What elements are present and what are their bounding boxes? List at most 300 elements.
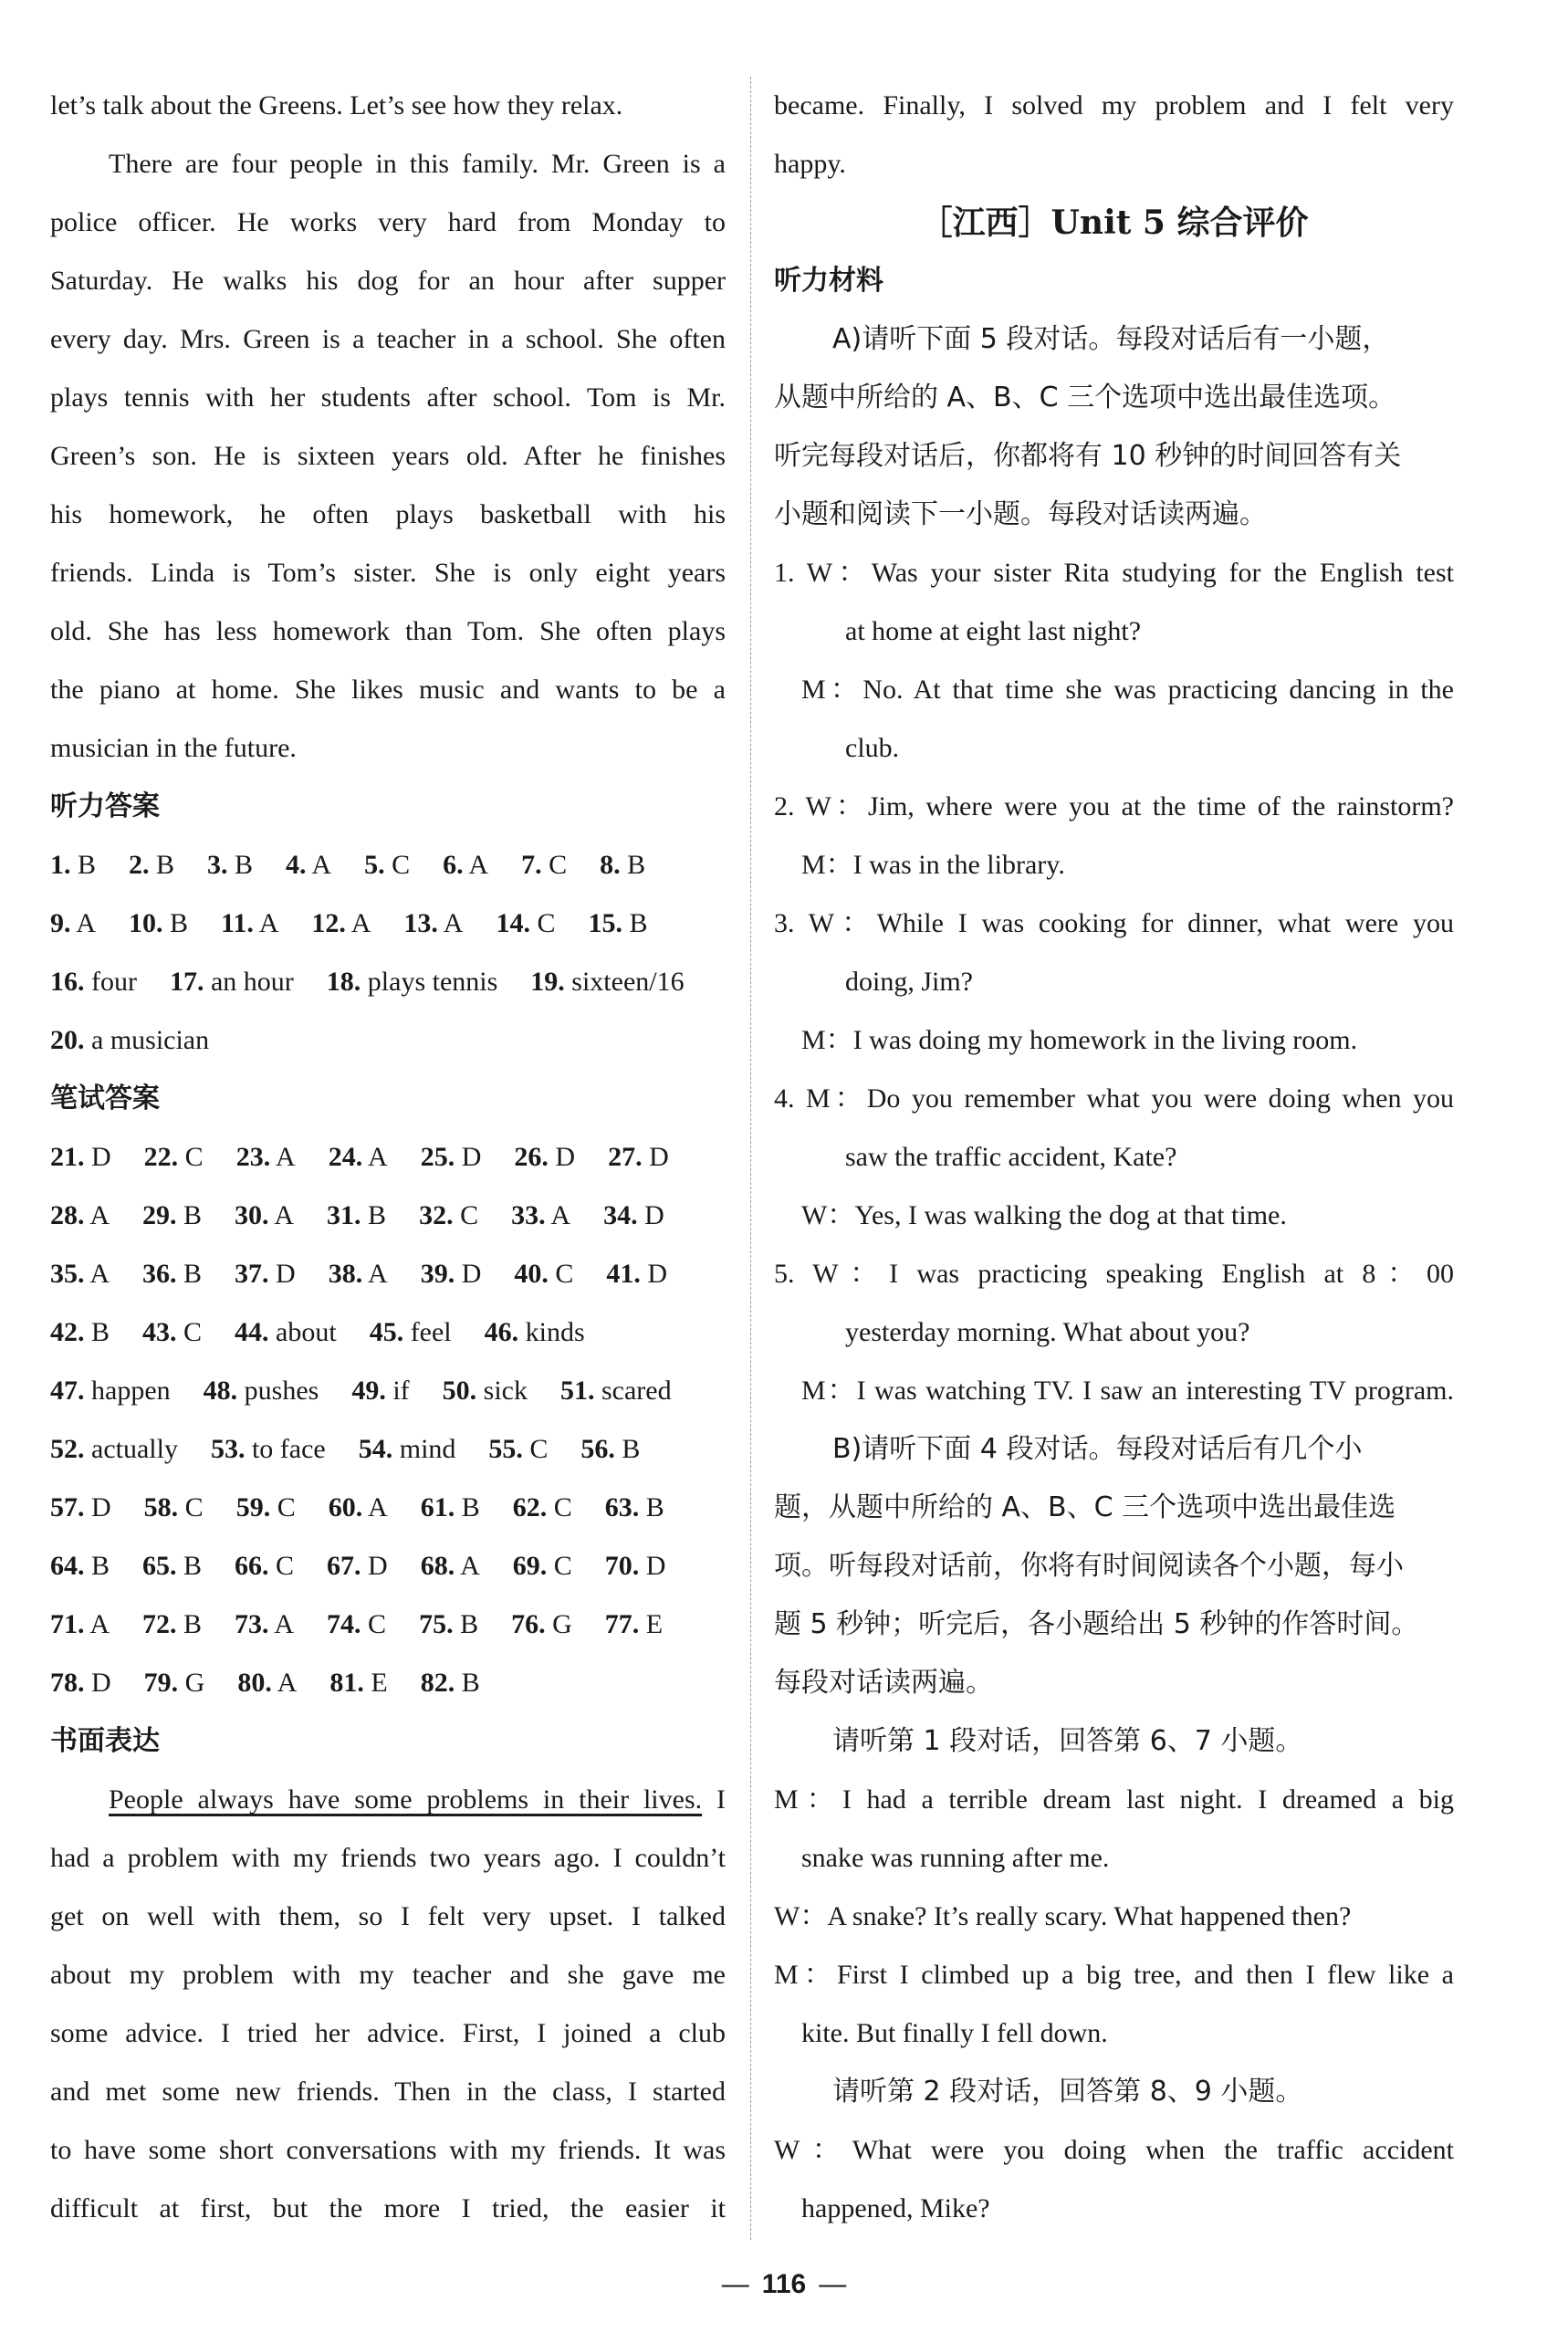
- answer-number: 53.: [210, 1434, 246, 1464]
- answer-value: C: [176, 1317, 203, 1347]
- dialogue-line: M：I was doing my homework in the living room.: [801, 1025, 1358, 1055]
- dialogue-line: 请听第 1 段对话，回答第 6、7 小题。: [832, 1725, 1303, 1757]
- answer-value: C: [268, 1551, 295, 1581]
- answer-row: [50, 1654, 726, 1712]
- answer-value: A: [306, 850, 332, 880]
- answer-row: [50, 1011, 726, 1070]
- answer-value: if: [385, 1376, 410, 1406]
- instruction-line: 题，从题中所给的 A、B、C 三个选项中选出最佳选: [774, 1491, 1396, 1523]
- answer-value: C: [529, 908, 556, 938]
- dialogue-line: 5. W：I was practicing speaking English at 8：00: [774, 1259, 1454, 1289]
- answer-item: [488, 1420, 548, 1479]
- answer-number: 64.: [50, 1551, 85, 1581]
- answer-value: D: [639, 1551, 666, 1581]
- answer-item: [513, 1479, 572, 1537]
- dialogue-line: M：I had a terrible dream last night. I dreamed a big: [774, 1784, 1454, 1815]
- answer-value: mind: [392, 1434, 456, 1464]
- essay-line: to have some short conversations with my friends. It was: [50, 2135, 726, 2165]
- answer-number: 4.: [286, 850, 307, 880]
- answer-item: [329, 1245, 388, 1303]
- answer-value: an hour: [204, 967, 294, 997]
- dialogue-line: kite. But finally I fell down.: [801, 2018, 1108, 2048]
- answer-item: [129, 894, 188, 953]
- answer-item: [514, 1245, 573, 1303]
- answer-item: [485, 1303, 585, 1362]
- listening-answer-grid: [50, 836, 726, 1070]
- answer-item: [50, 1479, 111, 1537]
- answer-item: [142, 1187, 202, 1245]
- answer-number: 31.: [327, 1200, 361, 1230]
- answer-value: D: [361, 1551, 388, 1581]
- answer-item: [235, 1537, 294, 1595]
- essay-line: and met some new friends. Then in the class, I started: [50, 2077, 726, 2107]
- answer-item: [608, 1128, 669, 1187]
- dialogue-line: snake was running after me.: [801, 1843, 1110, 1873]
- essay-first-sentence: People always have some problems in their lives.: [109, 1784, 703, 1815]
- answer-value: B: [620, 850, 646, 880]
- answer-number: 73.: [235, 1609, 269, 1639]
- answer-value: C: [522, 1434, 549, 1464]
- answer-value: C: [178, 1142, 204, 1172]
- dialogue-line: 3. W：While I was cooking for dinner, what were you: [774, 908, 1454, 938]
- listening-passage: [50, 77, 726, 778]
- answer-row: [50, 1187, 726, 1245]
- dialogue-line: M：No. At that time she was practicing dancing in the: [801, 675, 1454, 705]
- answer-value: D: [548, 1142, 576, 1172]
- answer-item: [600, 836, 645, 894]
- answer-number: 10.: [129, 908, 163, 938]
- answer-item: [419, 1187, 478, 1245]
- passage-line: police officer. He works very hard from Monday to: [50, 207, 726, 237]
- answer-value: C: [548, 1259, 574, 1289]
- answer-value: A: [70, 908, 97, 938]
- answer-number: 56.: [580, 1434, 615, 1464]
- answer-value: sick: [476, 1376, 528, 1406]
- listening-material-heading: 听力材料: [774, 265, 883, 297]
- answer-number: 11.: [221, 908, 254, 938]
- dialogue-line: 1. W：Was your sister Rita studying for the English test: [774, 558, 1454, 588]
- answer-item: [235, 1187, 294, 1245]
- answer-number: 70.: [604, 1551, 640, 1581]
- answer-number: 72.: [142, 1609, 177, 1639]
- dialogue-line: happened, Mike?: [801, 2193, 990, 2223]
- answer-item: [605, 1537, 666, 1595]
- answer-row: [50, 953, 726, 1011]
- answer-value: A: [362, 1142, 388, 1172]
- answer-number: 60.: [328, 1492, 363, 1522]
- answer-number: 33.: [511, 1200, 546, 1230]
- answer-value: A: [545, 1200, 571, 1230]
- answer-number: 81.: [329, 1668, 364, 1698]
- answer-value: to face: [245, 1434, 326, 1464]
- answer-number: 1.: [50, 850, 71, 880]
- answer-value: A: [268, 1200, 295, 1230]
- passage-line: musician in the future.: [50, 733, 297, 763]
- answer-number: 27.: [608, 1142, 643, 1172]
- answer-number: 50.: [442, 1376, 477, 1406]
- section-b-dialogues: [774, 1712, 1454, 2238]
- answer-item: [50, 1245, 110, 1303]
- answer-number: 2.: [129, 850, 150, 880]
- answer-value: scared: [594, 1376, 672, 1406]
- answer-number: 16.: [50, 967, 85, 997]
- answer-number: 54.: [358, 1434, 393, 1464]
- answer-value: B: [84, 1317, 110, 1347]
- answer-item: [142, 1595, 202, 1654]
- answer-item: [286, 836, 331, 894]
- left-column: [50, 77, 726, 2238]
- passage-line: friends. Linda is Tom’s sister. She is only eight years: [50, 558, 726, 588]
- answer-row: [50, 1537, 726, 1595]
- answer-number: 17.: [169, 967, 204, 997]
- answer-value: B: [361, 1200, 387, 1230]
- answer-item: [207, 836, 253, 894]
- instruction-line: 每段对话读两遍。: [774, 1667, 993, 1699]
- answer-value: B: [176, 1200, 203, 1230]
- passage-line: Green’s son. He is sixteen years old. After he finishes: [50, 441, 726, 471]
- essay-first-line-rest: I: [716, 1784, 726, 1815]
- passage-line: old. She has less homework than Tom. She often plays: [50, 616, 726, 646]
- answer-value: D: [84, 1668, 111, 1698]
- answer-item: [606, 1245, 667, 1303]
- answer-value: A: [84, 1200, 110, 1230]
- section-a-instructions: [774, 310, 1454, 544]
- answer-item: [236, 1128, 296, 1187]
- answer-value: A: [84, 1259, 110, 1289]
- answer-value: D: [455, 1142, 482, 1172]
- answer-item: [142, 1537, 202, 1595]
- answer-row: [50, 1479, 726, 1537]
- answer-item: [370, 1303, 452, 1362]
- answer-item: [421, 1245, 482, 1303]
- answer-number: 34.: [603, 1200, 638, 1230]
- answer-value: B: [453, 1609, 479, 1639]
- answer-number: 39.: [420, 1259, 455, 1289]
- answer-item: [50, 1128, 111, 1187]
- answer-number: 52.: [50, 1434, 85, 1464]
- answer-value: E: [363, 1668, 388, 1698]
- answer-number: 23.: [235, 1142, 271, 1172]
- answer-row: [50, 1362, 726, 1420]
- answer-value: actually: [84, 1434, 178, 1464]
- answer-value: D: [642, 1142, 669, 1172]
- answer-item: [511, 1595, 572, 1654]
- dialogue-line: M：First I climbed up a big tree, and then I flew like a: [774, 1960, 1454, 1990]
- answer-row: [50, 1303, 726, 1362]
- instruction-line: 听完每段对话后，你都将有 10 秒钟的时间回答有关: [774, 440, 1402, 472]
- passage-line: plays tennis with her students after school. Tom is Mr.: [50, 382, 726, 413]
- answer-item: [204, 1362, 319, 1420]
- answer-number: 61.: [420, 1492, 455, 1522]
- answer-value: D: [84, 1492, 111, 1522]
- answer-item: [311, 894, 371, 953]
- answer-number: 3.: [207, 850, 228, 880]
- answer-number: 71.: [50, 1609, 85, 1639]
- passage-line: his homework, he often plays basketball with his: [50, 499, 726, 529]
- answer-value: B: [176, 1551, 203, 1581]
- answer-number: 22.: [143, 1142, 179, 1172]
- essay-line: get on well with them, so I felt very upset. I talked: [50, 1901, 726, 1931]
- answer-number: 69.: [512, 1551, 548, 1581]
- answer-value: D: [640, 1259, 668, 1289]
- answer-value: about: [268, 1317, 337, 1347]
- dialogue-line: W：A snake? It’s really scary. What happened then?: [774, 1901, 1352, 1931]
- answer-value: B: [70, 850, 97, 880]
- answer-value: C: [453, 1200, 479, 1230]
- answer-item: [530, 953, 684, 1011]
- answer-row: [50, 894, 726, 953]
- passage-line: Saturday. He walks his dog for an hour after supper: [50, 266, 726, 296]
- dialogue-line: M：I was watching TV. I saw an interesting TV program.: [801, 1376, 1454, 1406]
- answer-number: 32.: [419, 1200, 454, 1230]
- answer-number: 42.: [50, 1317, 85, 1347]
- answer-item: [421, 1537, 480, 1595]
- answer-item: [329, 1479, 388, 1537]
- answer-item: [605, 1595, 663, 1654]
- answer-item: [50, 1187, 110, 1245]
- passage-line: let’s talk about the Greens. Let’s see how they relax.: [50, 90, 623, 120]
- answer-number: 28.: [50, 1200, 85, 1230]
- answer-item: [513, 1537, 572, 1595]
- answer-number: 35.: [50, 1259, 85, 1289]
- answer-value: C: [270, 1492, 296, 1522]
- answer-item: [50, 1362, 171, 1420]
- instruction-line: 从题中所给的 A、B、C 三个选项中选出最佳选项。: [774, 382, 1396, 413]
- answer-item: [421, 1654, 480, 1712]
- answer-number: 30.: [235, 1200, 269, 1230]
- answer-item: [403, 894, 463, 953]
- answer-value: C: [361, 1609, 387, 1639]
- answer-item: [560, 1362, 672, 1420]
- answer-number: 77.: [604, 1609, 640, 1639]
- answer-number: 13.: [403, 908, 438, 938]
- answer-item: [50, 1303, 110, 1362]
- writing-heading: 书面表达: [50, 1725, 160, 1757]
- answer-item: [421, 1479, 480, 1537]
- answer-number: 44.: [235, 1317, 269, 1347]
- answer-item: [144, 1128, 204, 1187]
- answer-number: 26.: [514, 1142, 549, 1172]
- answer-value: D: [637, 1200, 664, 1230]
- answer-value: B: [227, 850, 254, 880]
- answer-number: 41.: [606, 1259, 641, 1289]
- answer-item: [235, 1595, 294, 1654]
- answer-number: 8.: [600, 850, 621, 880]
- answer-value: D: [455, 1259, 482, 1289]
- unit-title: ［江西］Unit 5 综合评价: [919, 204, 1309, 242]
- instruction-line: 项。听每段对话前，你将有时间阅读各个小题，每小: [774, 1550, 1404, 1582]
- column-divider: [750, 77, 751, 2240]
- answer-item: [359, 1420, 456, 1479]
- answer-number: 62.: [512, 1492, 548, 1522]
- answer-value: G: [178, 1668, 205, 1698]
- passage-line: There are four people in this family. Mr. Green is a: [109, 149, 726, 179]
- answer-value: feel: [403, 1317, 452, 1347]
- answer-value: E: [639, 1609, 664, 1639]
- answer-item: [235, 1245, 296, 1303]
- answer-number: 76.: [511, 1609, 546, 1639]
- answer-item: [50, 1537, 110, 1595]
- answer-value: B: [614, 1434, 641, 1464]
- answer-number: 82.: [420, 1668, 455, 1698]
- answer-item: [211, 1420, 326, 1479]
- answer-item: [129, 836, 174, 894]
- answer-value: C: [384, 850, 411, 880]
- answer-item: [50, 953, 137, 1011]
- answer-value: B: [622, 908, 648, 938]
- dialogue-line: doing, Jim?: [845, 967, 973, 997]
- answer-value: A: [345, 908, 371, 938]
- answer-item: [603, 1187, 664, 1245]
- passage-line: every day. Mrs. Green is a teacher in a school. She often: [50, 324, 726, 354]
- answer-item: [496, 894, 555, 953]
- instruction-line: 小题和阅读下一小题。每段对话读两遍。: [774, 498, 1267, 530]
- answer-item: [50, 894, 96, 953]
- answer-item: [580, 1420, 640, 1479]
- dialogue-line: yesterday morning. What about you?: [845, 1317, 1250, 1347]
- answer-item: [170, 953, 294, 1011]
- answer-value: B: [455, 1668, 480, 1698]
- answer-row: [50, 1128, 726, 1187]
- answer-item: [221, 894, 278, 953]
- essay-line: difficult at first, but the more I tried, the easier it: [50, 2193, 726, 2223]
- answer-value: A: [84, 1609, 110, 1639]
- dialogue-line: 请听第 2 段对话，回答第 8、9 小题。: [832, 2076, 1303, 2108]
- answer-number: 29.: [142, 1200, 177, 1230]
- answer-number: 57.: [50, 1492, 85, 1522]
- answer-value: A: [270, 1142, 296, 1172]
- answer-value: C: [547, 1492, 572, 1522]
- answer-item: [421, 1128, 482, 1187]
- essay-line: some advice. I tried her advice. First, I joined a club: [50, 2018, 726, 2048]
- answer-number: 66.: [235, 1551, 269, 1581]
- answer-item: [419, 1595, 478, 1654]
- essay-first-line: [50, 1771, 726, 1829]
- answer-item: [327, 1537, 388, 1595]
- instruction-line: A)请听下面 5 段对话。每段对话后有一小题，: [832, 323, 1390, 355]
- answer-value: A: [253, 908, 279, 938]
- answer-item: [443, 836, 488, 894]
- essay-line: became. Finally, I solved my problem and I felt very: [774, 90, 1454, 120]
- answer-number: 58.: [143, 1492, 179, 1522]
- answer-number: 20.: [50, 1025, 85, 1055]
- answer-value: kinds: [518, 1317, 585, 1347]
- answer-number: 15.: [588, 908, 622, 938]
- answer-value: C: [547, 1551, 572, 1581]
- listening-answers-heading: 听力答案: [50, 790, 160, 822]
- answer-number: 78.: [50, 1668, 85, 1698]
- answer-value: A: [271, 1668, 298, 1698]
- answer-value: C: [178, 1492, 204, 1522]
- answer-item: [142, 1245, 202, 1303]
- answer-row: [50, 1595, 726, 1654]
- dialogue-line: M：I was in the library.: [801, 850, 1065, 880]
- dialogue-line: W：What were you doing when the traffic accident: [774, 2135, 1454, 2165]
- dialogue-line: 2. W：Jim, where were you at the time of the rainstorm?: [774, 791, 1454, 821]
- answer-value: plays tennis: [361, 967, 498, 997]
- answer-number: 9.: [50, 908, 71, 938]
- answer-item: [50, 1595, 110, 1654]
- answer-number: 43.: [142, 1317, 177, 1347]
- essay-line: happy.: [774, 149, 846, 179]
- dialogue-line: club.: [845, 733, 900, 763]
- instruction-line: B)请听下面 4 段对话。每段对话后有几个小: [832, 1433, 1363, 1465]
- answer-number: 55.: [488, 1434, 523, 1464]
- answer-row: [50, 1420, 726, 1479]
- answer-value: A: [268, 1609, 295, 1639]
- answer-item: [364, 836, 410, 894]
- answer-item: [144, 1654, 205, 1712]
- answer-number: 49.: [351, 1376, 386, 1406]
- answer-value: happen: [84, 1376, 171, 1406]
- answer-item: [514, 1128, 575, 1187]
- written-answers-heading: 笔试答案: [50, 1083, 160, 1114]
- answer-item: [329, 1654, 387, 1712]
- answer-number: 7.: [521, 850, 542, 880]
- essay-line: about my problem with my teacher and she gave me: [50, 1960, 726, 1990]
- answer-number: 65.: [142, 1551, 177, 1581]
- answer-item: [443, 1362, 528, 1420]
- answer-item: [142, 1303, 202, 1362]
- right-column: [774, 77, 1454, 2238]
- answer-item: [511, 1187, 570, 1245]
- answer-value: B: [176, 1609, 203, 1639]
- answer-value: B: [162, 908, 189, 938]
- answer-value: A: [362, 1259, 388, 1289]
- answer-item: [237, 1654, 297, 1712]
- answer-value: B: [176, 1259, 203, 1289]
- dialogue-line: W：Yes, I was walking the dog at that time.: [801, 1200, 1287, 1230]
- answer-number: 6.: [443, 850, 464, 880]
- essay-body: [50, 1829, 726, 2238]
- answer-item: [351, 1362, 409, 1420]
- answer-item: [605, 1479, 664, 1537]
- answer-item: [327, 1187, 386, 1245]
- answer-value: A: [437, 908, 464, 938]
- answer-number: 25.: [420, 1142, 455, 1172]
- answer-number: 24.: [328, 1142, 363, 1172]
- answer-value: B: [84, 1551, 110, 1581]
- answer-item: [327, 953, 498, 1011]
- section-a-dialogues: [774, 544, 1454, 1420]
- answer-value: G: [545, 1609, 572, 1639]
- answer-value: A: [362, 1492, 388, 1522]
- page-number: — 116 —: [721, 2269, 847, 2299]
- answer-value: A: [455, 1551, 480, 1581]
- answer-value: pushes: [237, 1376, 319, 1406]
- answer-number: 74.: [327, 1609, 361, 1639]
- section-b-instructions: [774, 1420, 1454, 1712]
- dialogue-line: at home at eight last night?: [845, 616, 1142, 646]
- page-number-value: 116: [761, 2269, 807, 2299]
- answer-value: A: [463, 850, 489, 880]
- answer-item: [329, 1128, 388, 1187]
- answer-number: 68.: [420, 1551, 455, 1581]
- answer-value: four: [84, 967, 137, 997]
- answer-item: [588, 894, 647, 953]
- answer-number: 80.: [237, 1668, 272, 1698]
- answer-number: 67.: [327, 1551, 361, 1581]
- essay-line: had a problem with my friends two years ago. I couldn’t: [50, 1843, 726, 1873]
- answer-number: 14.: [496, 908, 530, 938]
- answer-number: 47.: [50, 1376, 85, 1406]
- answer-item: [144, 1479, 204, 1537]
- answer-item: [521, 836, 567, 894]
- answer-number: 63.: [604, 1492, 640, 1522]
- answer-number: 79.: [143, 1668, 179, 1698]
- answer-number: 18.: [326, 967, 361, 997]
- answer-value: B: [639, 1492, 664, 1522]
